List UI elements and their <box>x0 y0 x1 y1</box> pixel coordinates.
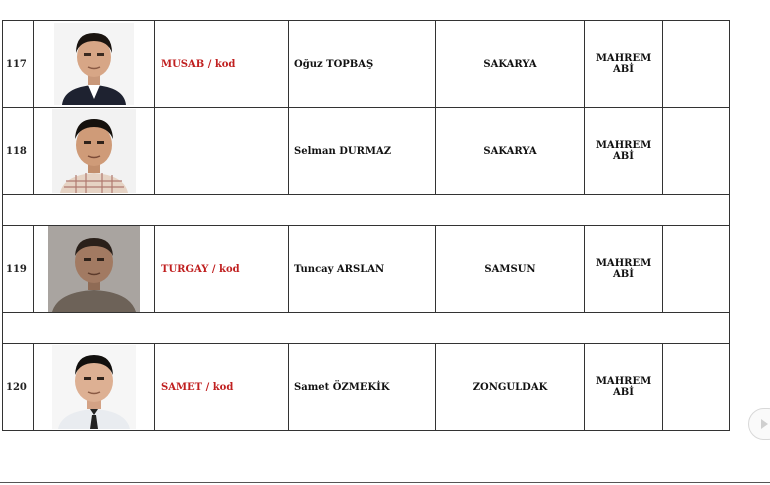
city: ZONGULDAK <box>436 344 585 431</box>
rank-line2: ABİ <box>613 64 634 75</box>
person-name: Oğuz TOPBAŞ <box>289 21 436 108</box>
person-name: Selman DURMAZ <box>289 108 436 195</box>
city: SAKARYA <box>436 21 585 108</box>
rank-line1: MAHREM <box>595 53 652 64</box>
person-name: Samet ÖZMEKİK <box>289 344 436 431</box>
person-portrait-icon <box>54 23 134 105</box>
empty-cell <box>663 344 730 431</box>
row-number: 117 <box>3 21 34 108</box>
person-portrait-icon <box>52 109 136 193</box>
personnel-table <box>2 20 730 431</box>
table-row <box>3 226 730 313</box>
separator-cell <box>3 313 730 344</box>
rank <box>585 108 663 195</box>
empty-cell <box>663 108 730 195</box>
code-name <box>155 108 289 195</box>
document-table-container <box>2 20 716 431</box>
city: SAKARYA <box>436 108 585 195</box>
photo-cell <box>34 21 155 108</box>
rank <box>585 226 663 313</box>
table-row <box>3 344 730 431</box>
play-arrow-icon <box>761 419 768 429</box>
person-portrait-icon <box>48 226 140 312</box>
code-name: MUSAB / kod <box>155 21 289 108</box>
row-number: 118 <box>3 108 34 195</box>
person-name: Tuncay ARSLAN <box>289 226 436 313</box>
photo-cell <box>34 108 155 195</box>
rank <box>585 344 663 431</box>
rank-line2: ABİ <box>613 151 634 162</box>
rank-line1: MAHREM <box>595 258 652 269</box>
rank-line1: MAHREM <box>595 376 652 387</box>
photo-cell <box>34 344 155 431</box>
separator-row <box>3 195 730 226</box>
rank <box>585 21 663 108</box>
row-number: 120 <box>3 344 34 431</box>
separator-row <box>3 313 730 344</box>
rank-line2: ABİ <box>613 269 634 280</box>
rank-line2: ABİ <box>613 387 634 398</box>
rank-line1: MAHREM <box>595 140 652 151</box>
city: SAMSUN <box>436 226 585 313</box>
row-number: 119 <box>3 226 34 313</box>
empty-cell <box>663 21 730 108</box>
table-row <box>3 108 730 195</box>
code-name: SAMET / kod <box>155 344 289 431</box>
code-name: TURGAY / kod <box>155 226 289 313</box>
person-portrait-icon <box>52 345 136 429</box>
empty-cell <box>663 226 730 313</box>
page-divider <box>0 482 770 483</box>
table-row <box>3 21 730 108</box>
next-page-button[interactable] <box>748 408 770 440</box>
separator-cell <box>3 195 730 226</box>
photo-cell <box>34 226 155 313</box>
